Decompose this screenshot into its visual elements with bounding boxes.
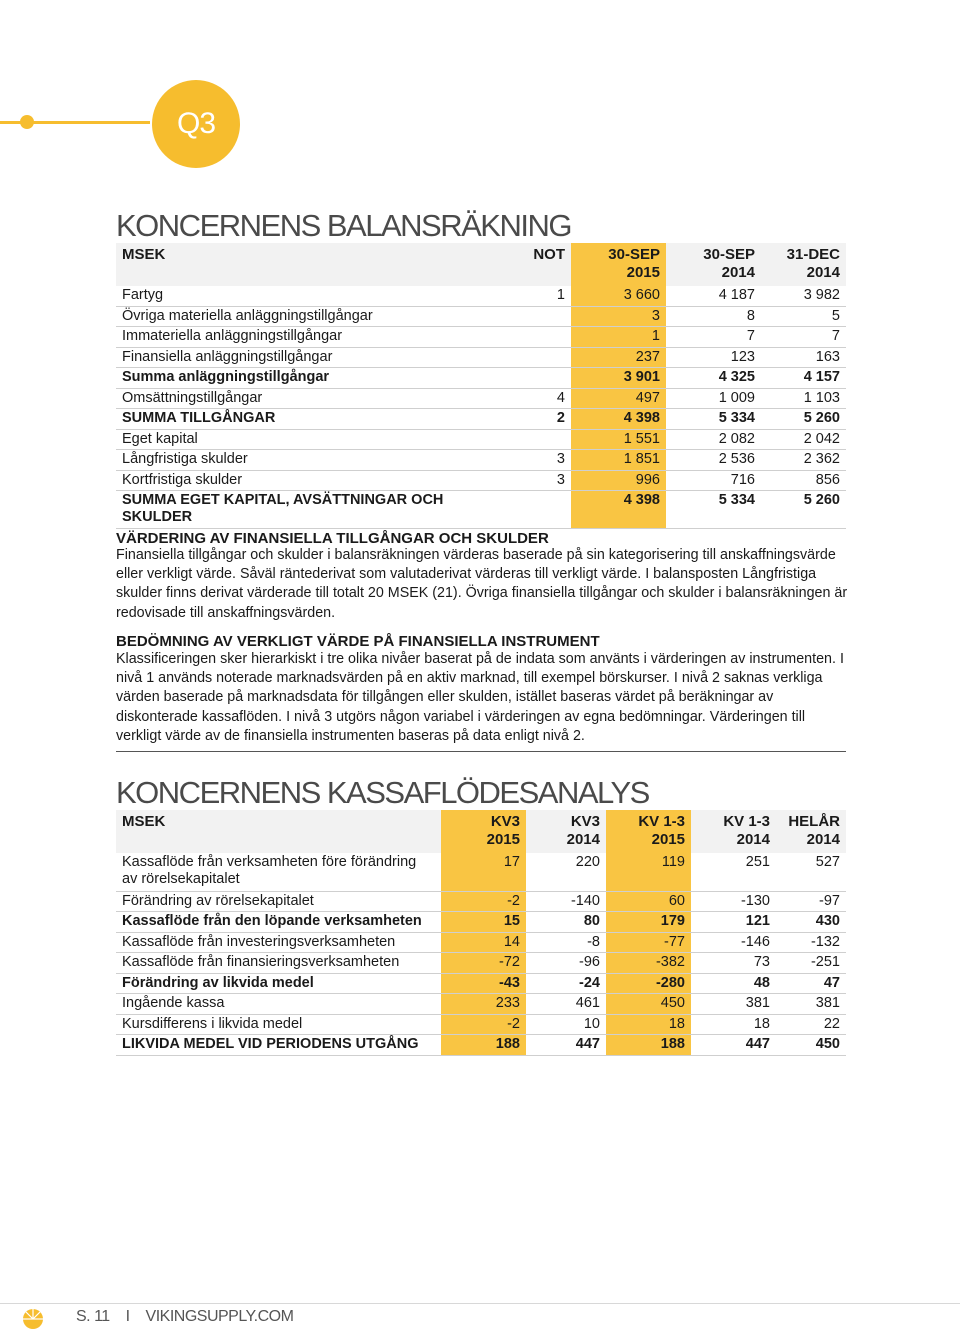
balance-cell-label: SUMMA EGET KAPITAL, AVSÄTTNINGAR OCH SKULDER [116,491,461,529]
balance-cell-c2: 716 [666,470,761,491]
balance-row [116,327,846,348]
balance-cell-c2: 4 325 [666,368,761,389]
quarter-badge [152,80,240,168]
balance-cell-c1: 1 851 [571,450,666,471]
cashflow-cell-c4: 73 [691,953,776,974]
balance-cell-c2: 5 334 [666,409,761,430]
balance-cell-not: 3 [461,450,571,471]
cashflow-header-msek: MSEK [116,810,441,853]
cashflow-cell-c3: 188 [606,1035,691,1056]
cashflow-row [116,853,846,891]
balance-header-not: NOT [461,243,571,286]
cashflow-row [116,891,846,912]
cashflow-cell-c2: -140 [526,891,606,912]
balance-cell-c1: 237 [571,347,666,368]
cashflow-cell-label: LIKVIDA MEDEL VID PERIODENS UTGÅNG [116,1035,441,1056]
footer [76,1308,305,1326]
cashflow-cell-c3: 119 [606,853,691,891]
balance-cell-c3: 7 [761,327,846,348]
cashflow-cell-label: Kassaflöde från finansieringsverksamheten [116,953,441,974]
footer-site: VIKINGSUPPLY.COM [145,1308,294,1325]
cashflow-cell-c5: -132 [776,932,846,953]
section-divider [116,751,846,752]
balance-title: KONCERNENS BALANSRÄKNING [116,208,571,243]
cashflow-cell-c3: 179 [606,912,691,933]
balance-cell-not [461,327,571,348]
valuation-text: Finansiella tillgångar och skulder i balansräkningen värderas baserade på sin kategorisering till anskaffningsvärde eller verkligt värde. Såväl räntederivat som valutaderivat värderas till verkligt värde. I balansposten Långfristiga skulder finns derivat värderade till totalt 20 MSEK (21). Övriga finansiella tillgångar och skulder i balansräkningen är redovisade till anskaffningsvärden. [116,547,848,621]
cashflow-cell-c1: 233 [441,994,526,1015]
footer-line [0,1303,960,1304]
balance-row [116,347,846,368]
balance-cell-c3: 2 042 [761,429,846,450]
cashflow-cell-c3: -382 [606,953,691,974]
balance-row [116,388,846,409]
balance-header-msek: MSEK [116,243,461,286]
balance-cell-c3: 856 [761,470,846,491]
cashflow-row [116,932,846,953]
cashflow-row [116,1035,846,1056]
balance-cell-c2: 1 009 [666,388,761,409]
balance-cell-c2: 2 536 [666,450,761,471]
balance-cell-label: Kortfristiga skulder [116,470,461,491]
balance-cell-not [461,368,571,389]
balance-cell-c3: 5 [761,306,846,327]
balance-cell-not: 1 [461,286,571,306]
cashflow-header-row [116,810,846,853]
balance-cell-c1: 3 901 [571,368,666,389]
balance-header-c3: 31-DEC 2014 [761,243,846,286]
cashflow-row [116,994,846,1015]
cashflow-cell-c5: 47 [776,973,846,994]
page-number: S. 11 [76,1308,110,1325]
balance-cell-label: Summa anläggningstillgångar [116,368,461,389]
balance-cell-c2: 8 [666,306,761,327]
cashflow-cell-c4: -130 [691,891,776,912]
cashflow-cell-label: Förändring av rörelsekapitalet [116,891,441,912]
cashflow-cell-c3: -280 [606,973,691,994]
cashflow-cell-c1: 14 [441,932,526,953]
cashflow-header-c1: KV3 2015 [441,810,526,853]
cashflow-cell-c1: 15 [441,912,526,933]
fair-value-heading: BEDÖMNING AV VERKLIGT VÄRDE PÅ FINANSIELLA INSTRUMENT [116,633,600,650]
cashflow-cell-c1: 188 [441,1035,526,1056]
balance-cell-not: 2 [461,409,571,430]
balance-row [116,409,846,430]
cashflow-row [116,973,846,994]
quarter-dot [20,115,34,129]
cashflow-cell-c4: 447 [691,1035,776,1056]
balance-cell-label: Eget kapital [116,429,461,450]
balance-cell-c2: 5 334 [666,491,761,529]
quarter-label: Q3 [176,107,216,140]
cashflow-cell-c1: 17 [441,853,526,891]
balance-table [116,243,846,529]
cashflow-header-c4: KV 1-3 2014 [691,810,776,853]
balance-cell-label: SUMMA TILLGÅNGAR [116,409,461,430]
balance-cell-not [461,491,571,529]
balance-cell-label: Långfristiga skulder [116,450,461,471]
cashflow-cell-c1: -72 [441,953,526,974]
balance-cell-c3: 5 260 [761,491,846,529]
balance-row [116,286,846,306]
balance-row [116,306,846,327]
balance-cell-c1: 3 660 [571,286,666,306]
cashflow-cell-c4: 18 [691,1014,776,1035]
balance-cell-c3: 3 982 [761,286,846,306]
cashflow-cell-c2: 447 [526,1035,606,1056]
balance-row [116,491,846,529]
cashflow-cell-c4: 121 [691,912,776,933]
cashflow-cell-c2: 10 [526,1014,606,1035]
balance-cell-c1: 1 [571,327,666,348]
balance-cell-not [461,429,571,450]
balance-cell-label: Övriga materiella anläggningstillgångar [116,306,461,327]
cashflow-cell-c2: 80 [526,912,606,933]
cashflow-header-c3: KV 1-3 2015 [606,810,691,853]
balance-cell-c3: 5 260 [761,409,846,430]
balance-cell-c2: 2 082 [666,429,761,450]
company-logo-icon [18,1300,48,1330]
balance-header-c1: 30-SEP 2015 [571,243,666,286]
cashflow-row [116,1014,846,1035]
cashflow-cell-label: Kassaflöde från den löpande verksamheten [116,912,441,933]
balance-cell-c1: 4 398 [571,491,666,529]
balance-cell-c1: 4 398 [571,409,666,430]
cashflow-cell-c3: 60 [606,891,691,912]
balance-cell-c1: 3 [571,306,666,327]
balance-cell-c1: 1 551 [571,429,666,450]
cashflow-row [116,912,846,933]
balance-cell-c3: 163 [761,347,846,368]
balance-cell-c1: 996 [571,470,666,491]
cashflow-cell-label: Kursdifferens i likvida medel [116,1014,441,1035]
fair-value-text: Klassificeringen sker hierarkiskt i tre olika nivåer baserat på de indata som använts i värderingen av instrumenten. I nivå 1 används noterade marknadsvärden på en aktiv marknad, till exempel börskurser. I nivå 2 saknas verkliga värden baserade på marknadsdata för tillgången eller skulden, istället baseras värdet på beräkningar av diskonterade kassaflöden. I nivå 3 utgörs någon variabel i värderingen av egna bedömningar. Värderingen till verkligt värde av de finansiella instrumenten baseras på data enligt nivå 2. [116,651,844,744]
cashflow-title: KONCERNENS KASSAFLÖDESANALYS [116,775,649,810]
balance-cell-label: Finansiella anläggningstillgångar [116,347,461,368]
cashflow-cell-c5: 450 [776,1035,846,1056]
cashflow-cell-c4: 381 [691,994,776,1015]
cashflow-cell-c5: 22 [776,1014,846,1035]
balance-cell-not: 3 [461,470,571,491]
cashflow-cell-c5: -251 [776,953,846,974]
balance-cell-c3: 2 362 [761,450,846,471]
balance-cell-label: Fartyg [116,286,461,306]
balance-header-c2: 30-SEP 2014 [666,243,761,286]
balance-cell-not [461,347,571,368]
cashflow-cell-label: Kassaflöde från verksamheten före förändring av rörelsekapitalet [116,853,441,891]
cashflow-cell-c2: -24 [526,973,606,994]
balance-cell-not: 4 [461,388,571,409]
cashflow-header-c2: KV3 2014 [526,810,606,853]
cashflow-header-c5: HELÅR 2014 [776,810,846,853]
balance-cell-c2: 123 [666,347,761,368]
cashflow-cell-label: Kassaflöde från investeringsverksamheten [116,932,441,953]
cashflow-cell-c4: -146 [691,932,776,953]
cashflow-cell-c1: -43 [441,973,526,994]
cashflow-table [116,810,846,1056]
cashflow-cell-c3: -77 [606,932,691,953]
balance-cell-c2: 7 [666,327,761,348]
balance-cell-label: Immateriella anläggningstillgångar [116,327,461,348]
cashflow-cell-c5: -97 [776,891,846,912]
footer-separator: I [125,1308,130,1325]
cashflow-cell-c3: 18 [606,1014,691,1035]
balance-cell-label: Omsättningstillgångar [116,388,461,409]
balance-header-row [116,243,846,286]
cashflow-cell-label: Förändring av likvida medel [116,973,441,994]
balance-cell-c2: 4 187 [666,286,761,306]
cashflow-cell-c2: 461 [526,994,606,1015]
cashflow-cell-c4: 251 [691,853,776,891]
balance-cell-c1: 497 [571,388,666,409]
balance-row [116,368,846,389]
cashflow-cell-c2: -96 [526,953,606,974]
cashflow-cell-c5: 527 [776,853,846,891]
cashflow-cell-c5: 430 [776,912,846,933]
balance-row [116,429,846,450]
cashflow-row [116,953,846,974]
valuation-heading: VÄRDERING AV FINANSIELLA TILLGÅNGAR OCH SKULDER [116,530,549,547]
cashflow-cell-label: Ingående kassa [116,994,441,1015]
balance-row [116,470,846,491]
balance-cell-c3: 4 157 [761,368,846,389]
cashflow-cell-c2: 220 [526,853,606,891]
cashflow-cell-c1: -2 [441,891,526,912]
cashflow-cell-c4: 48 [691,973,776,994]
cashflow-cell-c3: 450 [606,994,691,1015]
cashflow-cell-c1: -2 [441,1014,526,1035]
cashflow-cell-c2: -8 [526,932,606,953]
balance-row [116,450,846,471]
balance-cell-not [461,306,571,327]
balance-cell-c3: 1 103 [761,388,846,409]
cashflow-cell-c5: 381 [776,994,846,1015]
